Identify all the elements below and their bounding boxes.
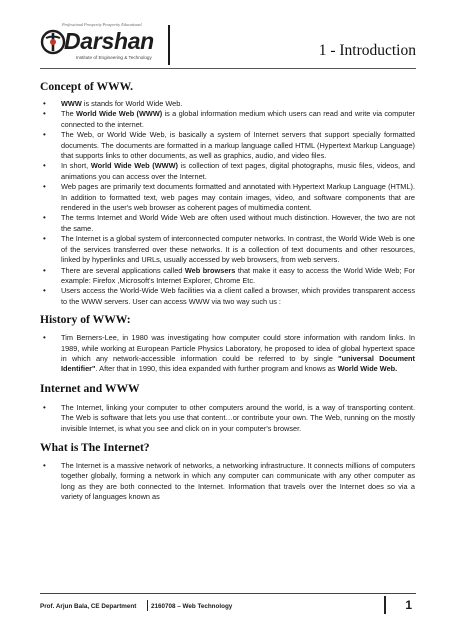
list-item: • The Web, or World Wide Web, is basically a system of Internet servers that support specially formatted documents. The documents are formatted in a markup language called HTML (Hypertext Markup Language) that supports links to other documents, as well as graphics, audio, and video files. [40,130,415,161]
section-heading-concept: Concept of WWW. [40,80,134,93]
list-item: • WWW is stands for World Wide Web. [40,99,415,109]
internet-www-list [40,403,415,434]
page-number: 1 [405,598,412,612]
logo-emblem-icon [40,29,66,55]
footer-divider [147,600,148,611]
section-heading-internet-www: Internet and WWW [40,381,140,395]
logo-divider [168,25,170,65]
footer-course: 2160708 – Web Technology [151,603,233,610]
footer-author: Prof. Arjun Bala, CE Department [40,603,137,610]
page-footer [40,598,416,616]
concept-list [40,99,415,307]
footer-page-divider [384,596,386,614]
footer-rule [40,593,416,594]
section-heading-history: History of WWW: [40,313,131,327]
list-item: • Tim Berners-Lee, in 1980 was investigating how computer could store information with random links. In 1989, while working at European Particle Physics Laboratory, he proposed to idea of global hypertext space in which any network-accessible information could be referred to by single "universal Document Identifier". After that in 1990, this idea expanded with further program and knows as World Wide Web. [40,333,415,375]
history-list [40,333,415,375]
section-heading-what-internet: What is The Internet? [40,440,150,454]
chapter-title: 1 - Introduction [318,42,416,59]
list-item: • The World Wide Web (WWW) is a global information medium which users can read and write via computer connected to the internet. [40,109,415,130]
darshan-logo [40,20,172,68]
logo-name: Darshan [64,28,154,54]
list-item: • There are several applications called Web browsers that make it easy to access the World Wide Web; For example: Firefox ,Microsoft's Internet Explorer, Chrome Etc. [40,266,415,287]
list-item: • The terms Internet and World Wide Web are often used without much distinction. However, the two are not the same. [40,213,415,234]
list-item: • Web pages are primarily text documents formatted and annotated with Hypertext Markup Language (HTML). In addition to formatted text, web pages may contain images, video, and software components that are rendered in the user's web browser as coherent pages of multimedia content. [40,182,415,213]
list-item: • In short, World Wide Web (WWW) is collection of text pages, digital photographs, music files, videos, and animations you can access over the Internet. [40,161,415,182]
logo-tagline: Professional Prosperity Prosperity Educational [62,22,142,27]
list-item: • Users access the World-Wide Web facilities via a client called a browser, which provides transparent access to the WWW servers. User can access WWW via two way such us : [40,286,415,307]
logo-institute-name: Institute of Engineering & Technology [76,55,152,60]
what-internet-list [40,461,415,503]
page-header [40,20,416,70]
list-item: • The Internet is a massive network of networks, a networking infrastructure. It connects millions of computers together globally, forming a network in which any computer can communicate with any other computer as long as they are both connected to the Internet. Information that travels over the Internet does so via a variety of languages known as [40,461,415,503]
list-item: • The Internet, linking your computer to other computers around the world, is a way of transporting content. The Web is software that lets you use that content…or contribute your own. The Web, running on the mostly invisible Internet, is what you see and click on in your computer's browser. [40,403,415,434]
header-rule [40,68,416,69]
list-item: • The Internet is a global system of interconnected computer networks. In contrast, the World Wide Web is one of the services transferred over these networks. It is a collection of text documents and other resources, linked by hyperlinks and URLs, usually accessed by web browsers, from web servers. [40,234,415,265]
document-body [40,78,415,503]
